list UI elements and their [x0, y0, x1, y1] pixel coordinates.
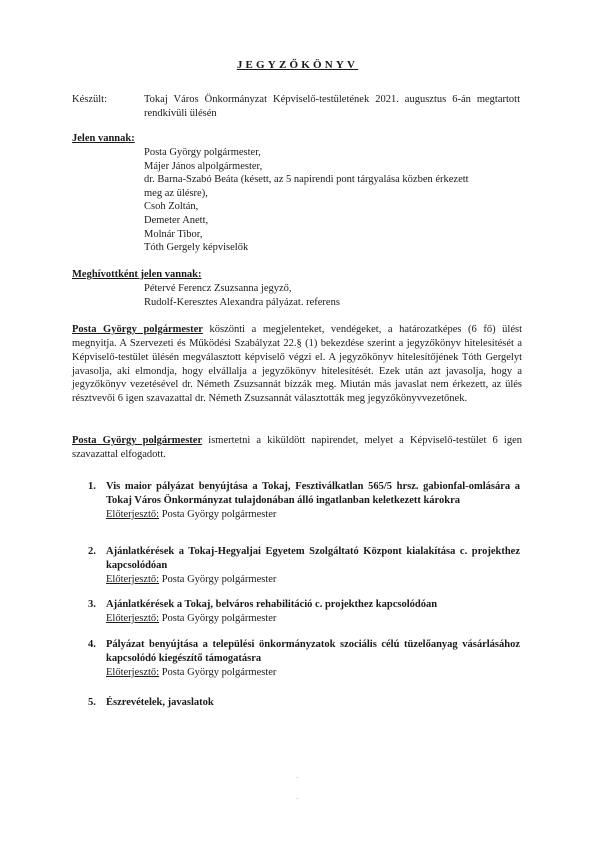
attendee: Csoh Zoltán,	[144, 201, 199, 213]
presenter-label: Előterjesztő:	[106, 666, 160, 678]
presenter-name: Posta György polgármester	[159, 573, 277, 585]
speaker-name: Posta György polgármester	[72, 324, 203, 335]
agenda-intro-paragraph	[72, 434, 522, 462]
attendee: meg az ülésre),	[144, 187, 208, 199]
agenda-item-number: 3.	[88, 599, 96, 610]
presenter-label: Előterjesztő:	[106, 573, 160, 585]
presenter-name: Posta György polgármester	[159, 508, 277, 520]
keszult-text: Tokaj Város Önkormányzat Képviselő-testületének 2021. augusztus 6-án megtartott rendkívüli ülésén	[144, 94, 520, 119]
agenda-item-number: 5.	[88, 697, 96, 708]
document-title: JEGYZŐKÖNYV	[236, 59, 359, 71]
attendee: Posta György polgármester,	[144, 147, 261, 158]
jelen-vannak-label: Jelen vannak:	[72, 133, 135, 144]
agenda-item	[88, 545, 520, 587]
agenda-item	[88, 480, 520, 522]
attendee: dr. Barna-Szabó Beáta (késett, az 5 napirendi pont tárgyalása közben érkezett	[144, 174, 469, 186]
agenda-item	[88, 696, 520, 710]
attendee: Májer János alpolgármester,	[144, 160, 263, 172]
meghivottkent-label: Meghívottként jelen vannak:	[72, 269, 202, 280]
presenter-name: Posta György polgármester	[159, 666, 277, 678]
scan-speck: ·	[296, 795, 299, 803]
invitee: Pétervé Ferencz Zsuzsanna jegyző,	[144, 283, 292, 294]
agenda-item	[88, 598, 520, 626]
keszult-label: Készült:	[72, 94, 107, 105]
presenter-label: Előterjesztő:	[106, 508, 160, 520]
agenda-item-number: 2.	[88, 546, 96, 557]
opening-paragraph	[72, 323, 522, 406]
agenda-item-title: Észrevételek, javaslatok	[106, 697, 214, 708]
agenda-item-number: 4.	[88, 639, 96, 650]
paragraph-text: ismertetni a kiküldött napirendet, melyet a Képviselő-testület 6 igen szavazattal elfogadott.	[72, 435, 522, 460]
attendee: Demeter Anett,	[144, 214, 209, 226]
presenter-name: Posta György polgármester	[159, 612, 277, 624]
agenda-item-title: Ajánlatkérések a Tokaj, belváros rehabilitáció c. projekthez kapcsolódóan	[106, 599, 438, 610]
attendee: Tóth Gergely képviselők	[144, 242, 249, 254]
paragraph-text: köszönti a megjelenteket, vendégeket, a határozatképes (6 fő) ülést megnyitja. A Szervezeti és Működési Szabályzat 22.§ (1) bekezdése szerint a jegyzőkönyv hitelesítését a Képviselő-testület ülésén megválasztott képviselő végzi el. A jegyzőkönyv hitelesítőjének Tóth Gergelyt javasolja, aki elmondja, hogy elvállalja a jegyzőkönyv hitelesítését. Ezek után azt javasolja, hogy a jegyzőkönyv vezetésével dr. Németh Zsuzsannát bízzák meg. Miután más javaslat nem érkezett, az ülés résztvevői 6 igen szavazattal dr. Németh Zsuzsannát választották meg jegyzőkönyvvezetőnek.	[72, 324, 522, 405]
jelen-vannak-list	[144, 146, 524, 255]
attendee: Molnár Tibor,	[144, 228, 203, 240]
agenda-item-title: Pályázat benyújtása a települési önkormányzatok szociális célú tüzelőanyag vásárlásához kapcsolódó kiegészítő támogatásra	[106, 639, 520, 664]
agenda-item	[88, 638, 520, 680]
speaker-name: Posta György polgármester	[72, 435, 203, 446]
agenda-item-number: 1.	[88, 481, 96, 492]
agenda-item-title: Ajánlatkérések a Tokaj-Hegyaljai Egyetem Szolgáltató Központ kialakítása c. projekthez kapcsolódóan	[106, 546, 520, 571]
presenter-label: Előterjesztő:	[106, 612, 160, 624]
scan-speck: ·	[296, 774, 299, 782]
agenda-item-title: Vis maior pályázat benyújtása a Tokaj, Fesztiválkatlan 565/5 hrsz. gabionfal-omlására a Tokaj Város Önkormányzat tulajdonában álló ingatlanban keletkezett károkra	[106, 481, 520, 506]
meghivottkent-list	[144, 282, 524, 309]
invitee: Rudolf-Keresztes Alexandra pályázat. referens	[144, 296, 340, 308]
